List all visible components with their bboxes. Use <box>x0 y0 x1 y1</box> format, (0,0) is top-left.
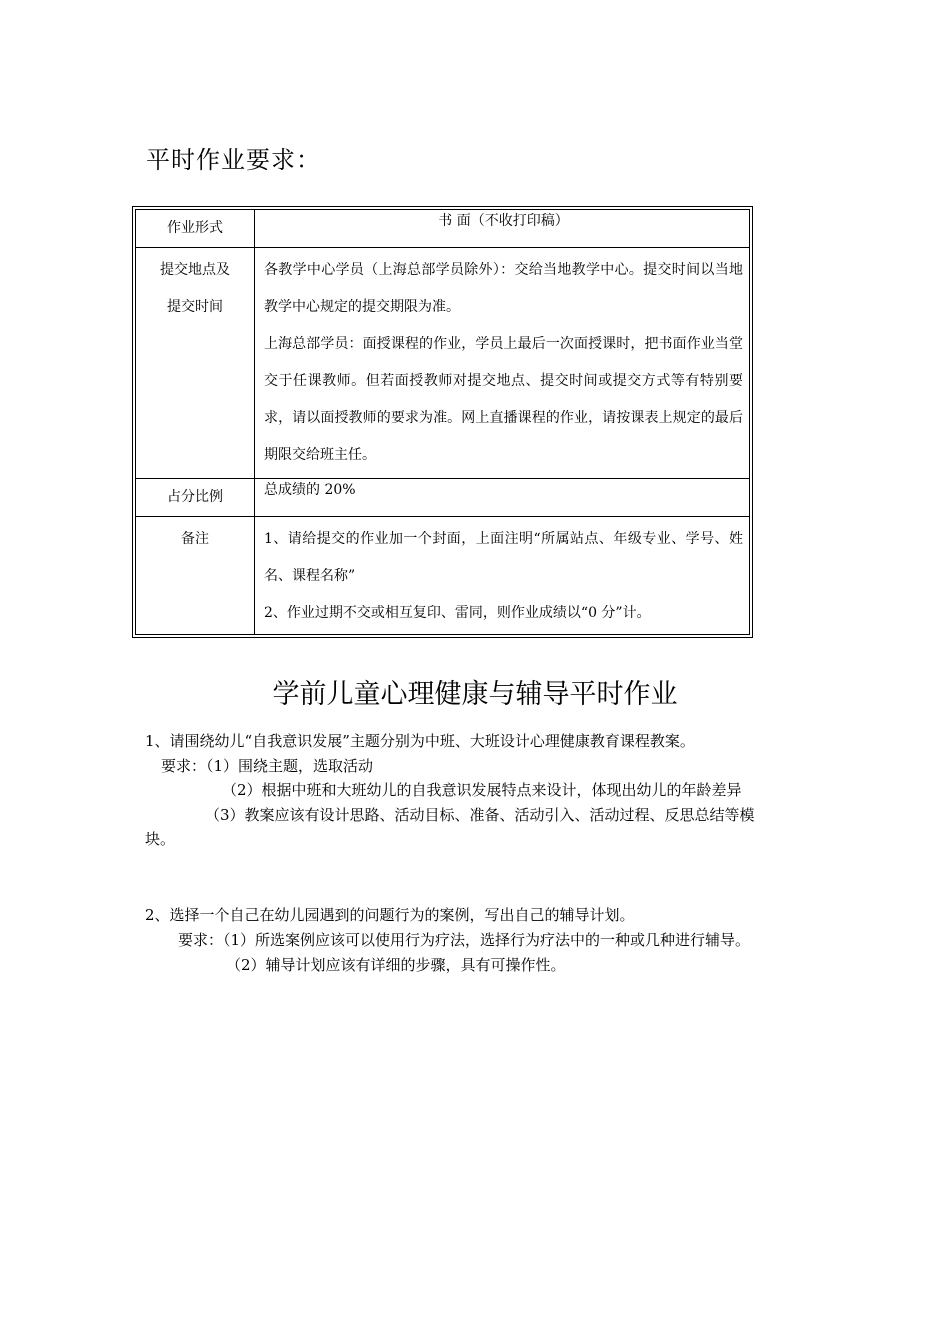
format-label: 作业形式 <box>136 210 255 248</box>
notes-paragraph: 2、作业过期不交或相互复印、雷同，则作业成绩以“0 分”计。 <box>264 605 651 621</box>
question-2-requirement-1: 要求：（1）所选案例应该可以使用行为疗法，选择行为疗法中的一种或几种进行辅导。 <box>178 931 751 949</box>
question-1-requirement-1: 要求：（1）围绕主题，选取活动 <box>161 757 374 775</box>
submission-paragraph: 各教学中心学员（上海总部学员除外）：交给当地教学中心。提交时间以当地教学中心规定的提交期限为准。 <box>264 262 743 315</box>
question-2-requirement-2: （2）辅导计划应该有详细的步骤，具有可操作性。 <box>226 956 566 974</box>
section-heading: 平时作业要求： <box>146 146 321 174</box>
requirements-table <box>132 206 753 638</box>
weight-value: 总成绩的 20% <box>255 479 750 517</box>
submission-value <box>255 248 750 479</box>
notes-value <box>255 517 750 635</box>
submission-paragraph: 上海总部学员：面授课程的作业，学员上最后一次面授课时，把书面作业当堂交于任课教师。但若面授教师对提交地点、提交时间或提交方式等有特别要求，请以面授教师的要求为准。网上直播课程的作业，请按课表上规定的最后期限交给班主任。 <box>264 336 743 463</box>
question-1: 1、请围绕幼儿“自我意识发展”主题分别为中班、大班设计心理健康教育课程教案。 <box>145 732 695 750</box>
table-row <box>136 248 750 479</box>
format-value: 书 面（不收打印稿） <box>255 210 750 248</box>
table-row <box>136 517 750 635</box>
question-1-requirement-2: （2）根据中班和大班幼儿的自我意识发展特点来设计，体现出幼儿的年龄差异 <box>222 781 742 799</box>
weight-label: 占分比例 <box>136 479 255 517</box>
question-2: 2、选择一个自己在幼儿园遇到的问题行为的案例，写出自己的辅导计划。 <box>145 906 635 924</box>
notes-paragraph: 1、请给提交的作业加一个封面，上面注明“所属站点、年级专业、学号、姓名、课程名称” <box>264 531 743 584</box>
question-1-requirement-3-cont: 块。 <box>145 830 176 848</box>
table-row <box>136 479 750 517</box>
question-1-requirement-3: （3）教案应该有设计思路、活动目标、准备、活动引入、活动过程、反思总结等模 <box>205 806 755 824</box>
table-row <box>136 210 750 248</box>
submission-label: 提交地点及 提交时间 <box>136 248 255 479</box>
assignment-title: 学前儿童心理健康与辅导平时作业 <box>272 679 678 710</box>
notes-label: 备注 <box>136 517 255 635</box>
